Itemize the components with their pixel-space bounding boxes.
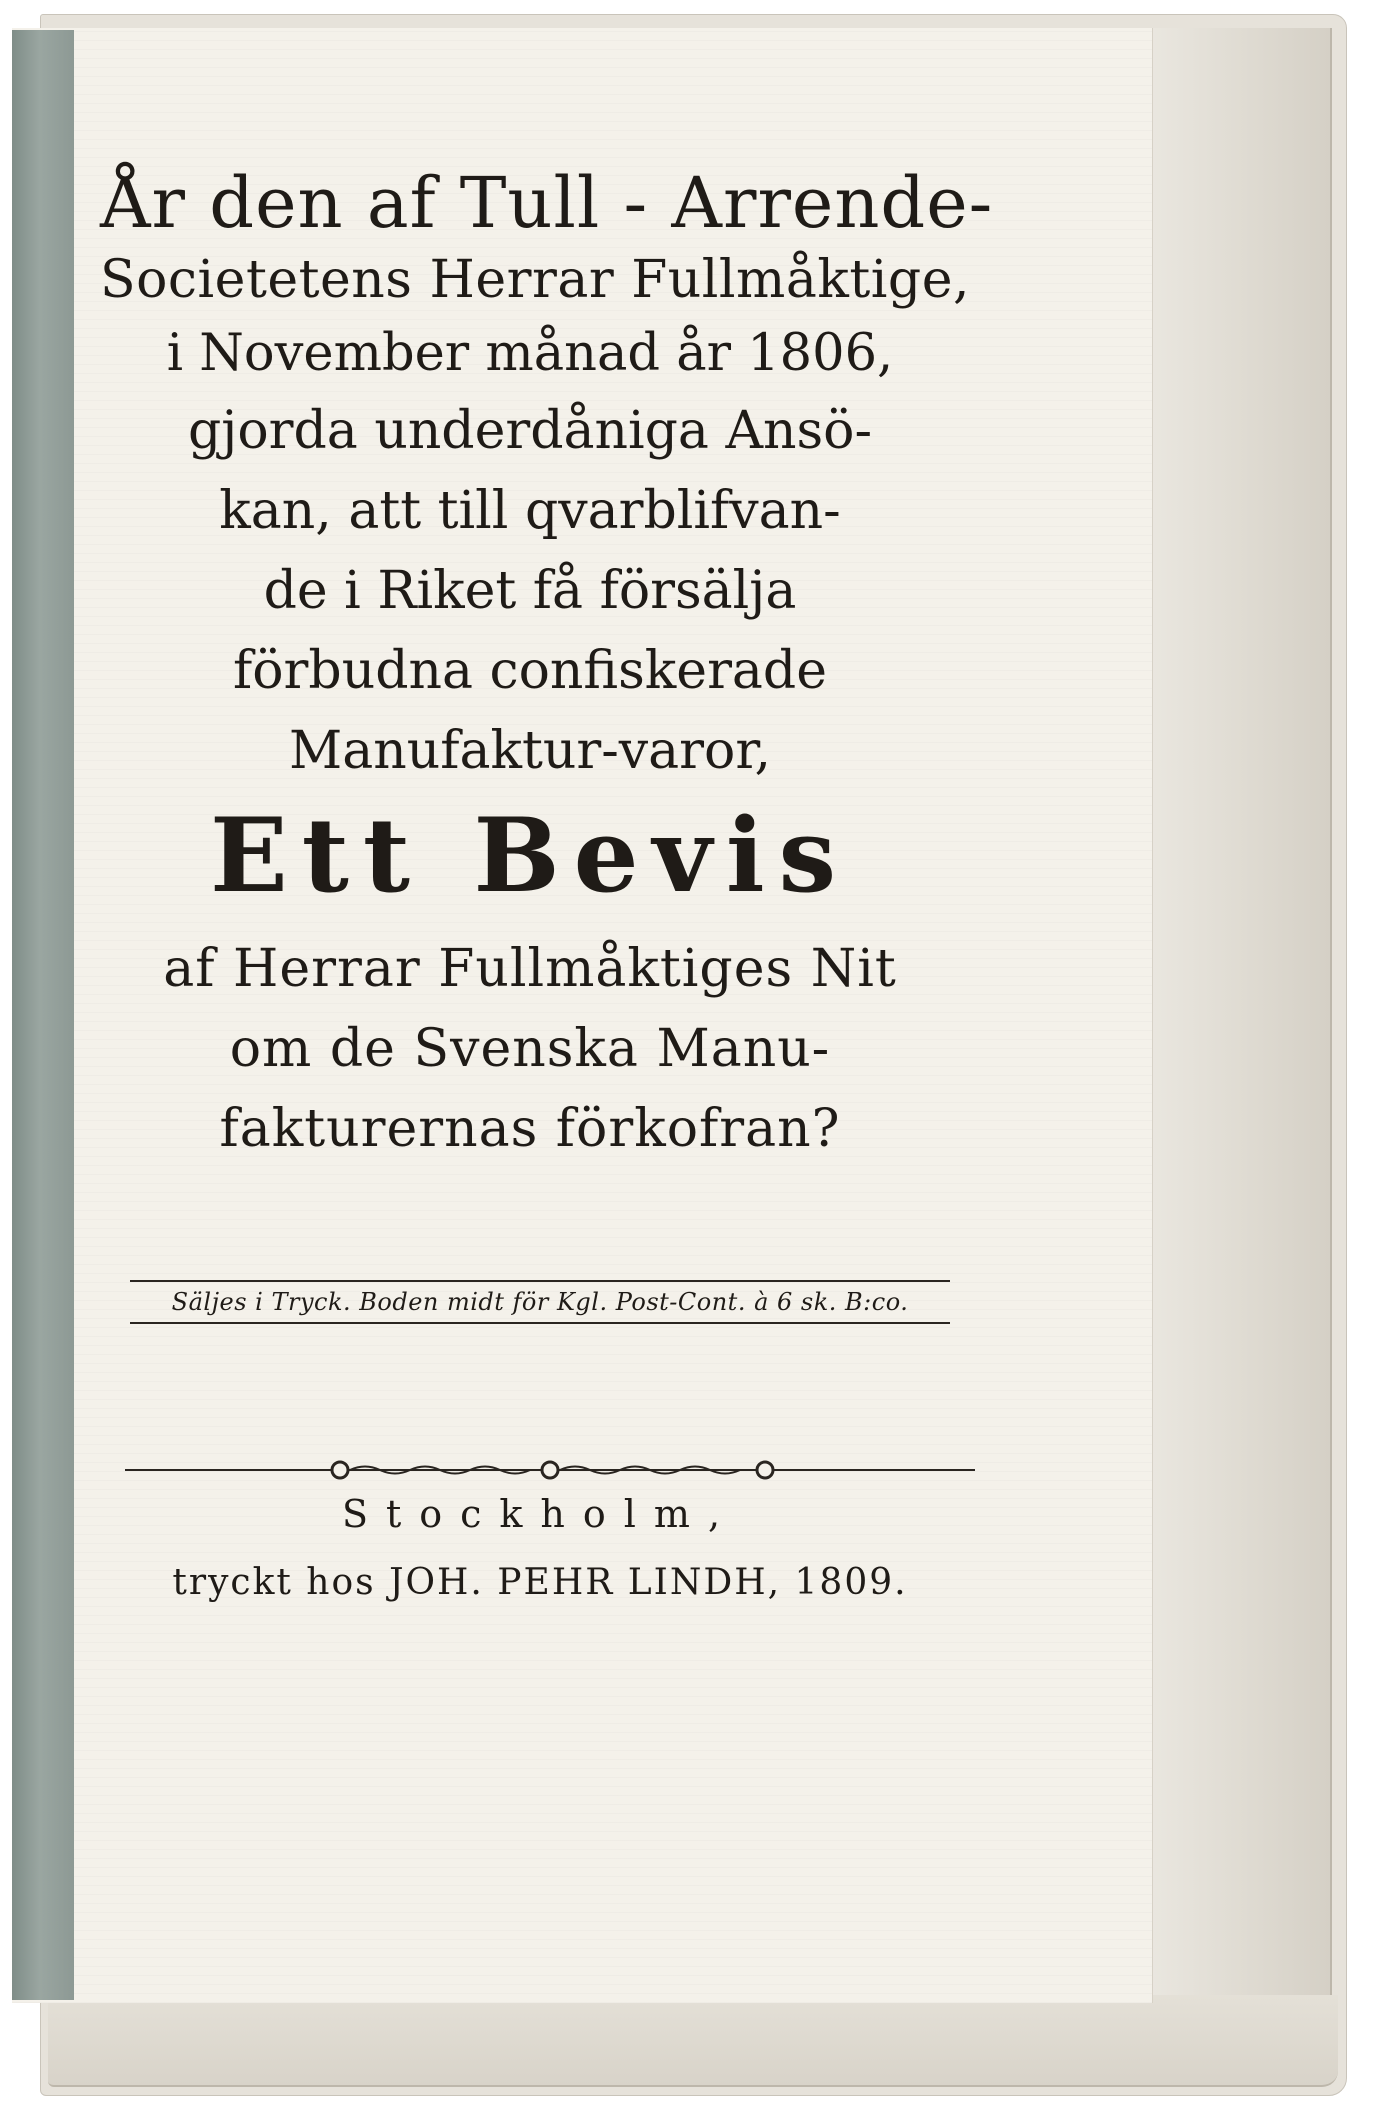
title-line: Manufaktur-varor, bbox=[288, 721, 771, 781]
title-line: År den af Tull - Arrende- bbox=[100, 162, 994, 244]
headline: Ett Bevis bbox=[209, 796, 851, 916]
title-line: i November månad år 1806, bbox=[166, 324, 894, 383]
divider-rule bbox=[130, 1280, 950, 1282]
divider-rule bbox=[130, 1322, 950, 1324]
imprint-block bbox=[100, 1492, 980, 1603]
seller-note: Säljes i Tryck. Boden midt för Kgl. Post-Cont. à 6 sk. B:co. bbox=[171, 1288, 909, 1316]
page-bottom-edge bbox=[48, 1995, 1338, 2087]
title-line: de i Riket få försälja bbox=[263, 561, 797, 621]
imprint-printer: tryckt hos JOH. PEHR LINDH, 1809. bbox=[172, 1562, 908, 1603]
binding-spine bbox=[12, 30, 74, 2000]
title-line: gjorda underdåniga Ansö- bbox=[187, 401, 873, 461]
title-block bbox=[100, 162, 994, 1183]
seller-block bbox=[130, 1280, 950, 1324]
ornament-rule bbox=[125, 1455, 975, 1485]
subtitle-line: fakturernas förkofran? bbox=[219, 1099, 841, 1159]
imprint-city: Stockholm, bbox=[341, 1492, 739, 1536]
title-line: kan, att till qvarblifvan- bbox=[219, 481, 841, 541]
title-line: Societetens Herrar Fullmåktige, bbox=[100, 250, 970, 310]
subtitle-line: om de Svenska Manu- bbox=[229, 1019, 831, 1079]
page-edge bbox=[1140, 28, 1332, 2073]
title-line: förbudna confiskerade bbox=[233, 641, 827, 701]
subtitle-line: af Herrar Fullmåktiges Nit bbox=[163, 939, 897, 999]
